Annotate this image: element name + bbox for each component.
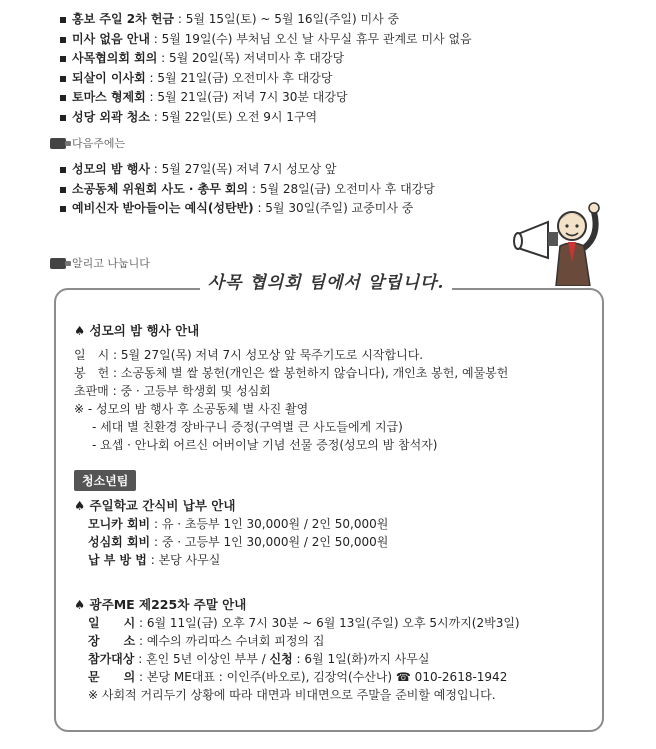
text-line: 참가대상 : 혼인 5년 이상인 부부 / 신청 : 6월 1일(화)까지 사무실 (88, 652, 430, 666)
text-line: ※ - 성모의 밤 행사 후 소공동체 별 사진 촬영 (74, 402, 309, 416)
list-item: 예비신자 받아들이는 예식(성탄반) : 5월 30일(주일) 교중미사 중 (60, 199, 650, 219)
text-line: ※ 사회적 거리두기 상황에 따라 대면과 비대면으로 주말을 준비할 예정입니다. (88, 688, 496, 702)
text-line: 일 시 : 6월 11일(금) 오후 7시 30분 ~ 6월 13일(주일) 오후 5시까지(2박3일) (88, 616, 520, 630)
text-line: 초판매 : 중 · 고등부 학생회 및 성심회 (74, 384, 271, 398)
section-icon (50, 258, 66, 269)
text-line: 일 시 : 5월 27일(목) 저녁 7시 성모상 앞 묵주기도로 시작합니다. (74, 348, 424, 362)
text-line: - 요셉 · 안나회 어르신 어버이날 기념 선물 증정(성모의 밤 참석자) (92, 438, 438, 452)
list-item: 되살이 이사회 : 5월 21일(금) 오전미사 후 대강당 (60, 69, 650, 89)
text-line: 납 부 방 법 : 본당 사무실 (88, 553, 221, 567)
mary-night-section (74, 322, 584, 454)
banner-title: 사목 협의회 팀에서 알립니다. (200, 268, 452, 293)
text-line: 문 의 : 본당 ME대표 : 이인주(바오로), 김장억(수산나) ☎ 010-2618-1942 (88, 670, 508, 684)
section-title: 다음주에는 (72, 137, 126, 150)
list-item: 성모의 밤 행사 : 5월 27일(목) 저녁 7시 성모상 앞 (60, 160, 650, 180)
notice-list (60, 10, 650, 127)
list-item: 성당 외곽 청소 : 5월 22일(토) 오전 9시 1구역 (60, 108, 650, 128)
section-heading: ♠ 광주ME 제225차 주말 안내 (74, 597, 247, 612)
text-line: 성심회 회비 : 중 · 고등부 1인 30,000원 / 2인 50,000원 (88, 535, 389, 549)
list-item: 사목협의회 회의 : 5월 20일(목) 저녁미사 후 대강당 (60, 49, 650, 69)
list-item: 홍보 주일 2차 헌금 : 5월 15일(토) ~ 5월 16일(주일) 미사 중 (60, 10, 650, 30)
next-week-header (50, 135, 125, 151)
me-section (74, 596, 584, 704)
section-heading: ♠ 성모의 밤 행사 안내 (74, 323, 200, 338)
text-line: 모니카 회비 : 유 · 초등부 1인 30,000원 / 2인 50,000원 (88, 517, 389, 531)
section-title: 알리고 나눕니다 (72, 257, 150, 270)
list-item: 미사 없음 안내 : 5월 19일(수) 부처님 오신 날 사무실 휴무 관계로 미사 없음 (60, 30, 650, 50)
section-heading: ♠ 주일학교 간식비 납부 안내 (74, 498, 236, 513)
list-item: 토마스 형제회 : 5월 21일(금) 저녁 7시 30분 대강당 (60, 88, 650, 108)
text-line: 봉 헌 : 소공동체 별 쌀 봉헌(개인은 쌀 봉헌하지 않습니다), 개인초 봉헌, 예물봉헌 (74, 366, 509, 380)
youth-section (74, 470, 584, 569)
text-line: - 세대 별 친환경 장바구니 증정(구역별 큰 사도들에게 지급) (92, 420, 403, 434)
text-line: 장 소 : 예수의 까리따스 수녀회 피정의 집 (88, 634, 325, 648)
list-item: 소공동체 위원회 사도 · 총무 회의 : 5월 28일(금) 오전미사 후 대강당 (60, 180, 650, 200)
section-icon (50, 138, 66, 149)
share-header (50, 255, 150, 271)
megaphone-character-icon (510, 196, 620, 286)
youth-tag: 청소년팀 (74, 470, 136, 491)
